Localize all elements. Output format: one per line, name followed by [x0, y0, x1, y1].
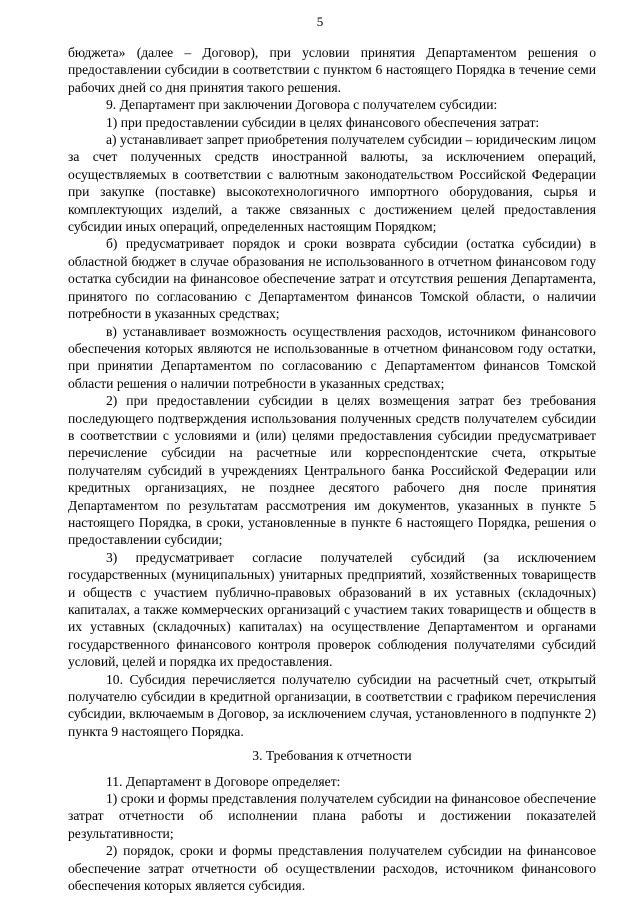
paragraph-item-11: 11. Департамент в Договоре определяет:	[106, 773, 341, 789]
document-body	[68, 44, 596, 895]
paragraph-item-11-2: 2) порядок, сроки и формы представления получателем субсидии на финансовое обеспечение затрат отчетности об осуществлении расходов, источником финансового обеспечения которых является субсидия.	[68, 843, 596, 894]
paragraph-item-9-1: 1) при предоставлении субсидии в целях финансового обеспечения затрат:	[106, 114, 540, 130]
paragraph-item-10: 10. Субсидия перечисляется получателю субсидии на расчетный счет, открытый получателю субсидии в кредитной организации, в соответствии с графиком перечисления субсидии, включаемым в Договор, за исключением случая, установленного в подпункте 2) пункта 9 настоящего Порядка.	[68, 671, 596, 739]
paragraph-continuation: бюджета» (далее – Договор), при условии принятия Департаментом решения о предоставлении субсидии в соответствии с пунктом 6 настоящего Порядка в течение семи рабочих дней со дня принятия такого решения.	[68, 45, 596, 95]
page-number: 5	[316, 14, 324, 29]
paragraph-item-9-1-a: а) устанавливает запрет приобретения получателем субсидии – юридическим лицом за счет полученных средств иностранной валюты, за исключением операций, осуществляемых в соответствии с валютным законодательством Российской Федерации при закупке (поставке) высокотехнологичного импортного оборудования, сырья и комплектующих изделий, а также связанных с достижением целей предоставления субсидии иных операций, определенных настоящим Порядком;	[68, 132, 596, 235]
paragraph-item-9-3: 3) предусматривает согласие получателей субсидий (за исключением государственных (муниципальных) унитарных предприятий, хозяйственных товариществ и обществ с участием публично-правовых образований в их уставных (складочных) капиталах, а также коммерческих организаций с участием таких товариществ и обществ в их уставных (складочных) капиталах) на осуществление Департаментом и органами государственного финансового контроля проверок соблюдения получателями субсидий условий, целей и порядка их предоставления.	[68, 549, 596, 670]
paragraph-item-9-2: 2) при предоставлении субсидии в целях возмещения затрат без требования последующего подтверждения использования полученных средств получателем субсидии в соответствии с условиями и (или) целями предоставления субсидии предусматривает перечисление субсидии на расчетные или корреспондентские счета, открытые получателям субсидий в учреждениях Центрального банка Российской Федерации или кредитных организациях, не позднее десятого рабочего дня после принятия Департаментом по результатам рассмотрения им документов, указанных в пункте 5 настоящего Порядка, в сроки, установленные в пункте 6 настоящего Порядка, решения о предоставлении субсидии;	[68, 393, 596, 548]
paragraph-item-9: 9. Департамент при заключении Договора с получателем субсидии:	[106, 97, 498, 113]
section-heading: 3. Требования к отчетности	[252, 748, 412, 764]
paragraph-item-11-1: 1) сроки и формы представления получателем субсидии на финансовое обеспечение затрат отчетности об исполнении плана работы и достижении показателей результативности;	[68, 791, 596, 841]
paragraph-item-9-1-v: в) устанавливает возможность осуществления расходов, источником финансового обеспечения которых являются не использованные в отчетном финансовом году остатки, при принятии Департаментом по согласованию с Департаментом финансов Томской области решения о наличии потребности в указанных средствах;	[68, 323, 596, 391]
paragraph-item-9-1-b: б) предусматривает порядок и сроки возврата субсидии (остатка субсидии) в областной бюджет в случае образования не использованного в отчетном финансовом году остатка субсидии на финансовое обеспечение затрат и отсутствия решения Департамента, принятого по согласованию с Департаментом финансов Томской области, о наличии потребности в указанных средствах;	[68, 236, 596, 322]
